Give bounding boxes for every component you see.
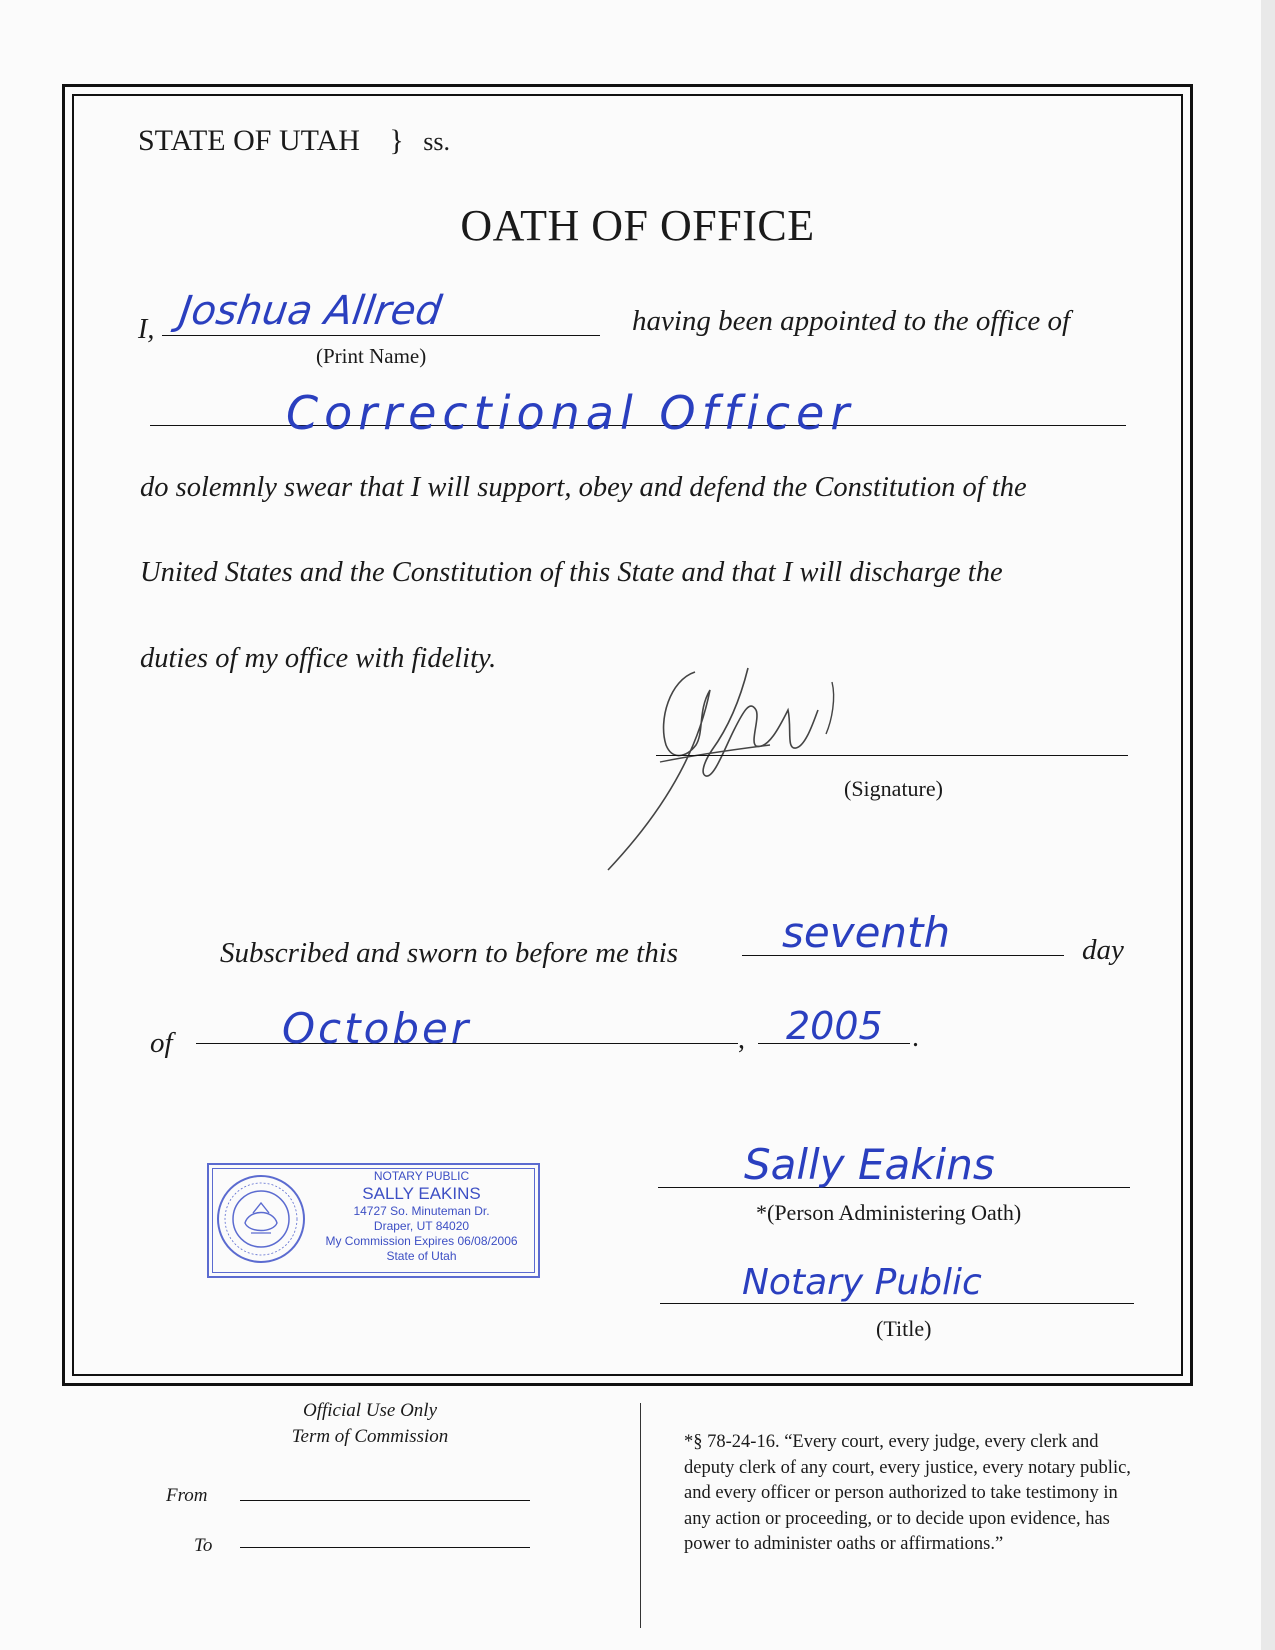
oath-line-2: United States and the Constitution of this State and that I will discharge the: [140, 557, 1003, 588]
title-handwritten: Notary Public: [742, 1262, 982, 1303]
administrator-caption: *(Person Administering Oath): [756, 1200, 1022, 1225]
day-label: day: [1082, 934, 1124, 966]
of-label: of: [150, 1027, 173, 1059]
appointed-text: having been appointed to the office of: [632, 305, 1071, 337]
state-name: STATE OF UTAH: [138, 124, 360, 157]
state-heading: [138, 124, 450, 158]
day-handwritten: seventh: [782, 908, 951, 957]
print-name-handwritten: Joshua Allred: [176, 288, 445, 334]
from-line: [240, 1500, 530, 1501]
page-title: OATH OF OFFICE: [460, 201, 815, 250]
footnote-line-5: power to administer oaths or affirmations.”: [684, 1534, 1004, 1554]
from-label: From: [166, 1485, 208, 1506]
to-label: To: [194, 1535, 213, 1556]
name-prefix: I,: [138, 314, 155, 345]
stamp-notary-label: NOTARY PUBLIC: [373, 1169, 470, 1183]
footnote-line-2: deputy clerk of any court, every justice, every notary public,: [684, 1457, 1131, 1478]
title-line: [660, 1303, 1134, 1304]
title-caption: (Title): [876, 1316, 932, 1341]
administrator-handwritten: Sally Eakins: [744, 1140, 995, 1189]
month-comma: ,: [738, 1024, 745, 1055]
state-seal-icon: [215, 1173, 307, 1265]
term-of-commission-heading: Term of Commission: [291, 1426, 449, 1447]
signature-line: [656, 755, 1128, 756]
stamp-state: State of Utah: [386, 1249, 457, 1263]
footnote-line-3: and every officer or person authorized to take testimony in: [684, 1483, 1118, 1503]
official-use-heading: Official Use Only: [302, 1400, 438, 1421]
notary-stamp: [207, 1163, 540, 1278]
stamp-city: Draper, UT 84020: [373, 1219, 470, 1233]
ss-label: ss.: [423, 127, 451, 156]
oath-line-3: duties of my office with fidelity.: [140, 643, 497, 674]
signature-graphic: [600, 650, 870, 880]
oath-line-1: do solemnly swear that I will support, obey and defend the Constitution of the: [140, 472, 1027, 503]
to-line: [240, 1547, 530, 1548]
year-handwritten: 2005: [786, 1004, 883, 1048]
notary-stamp-text: [309, 1169, 534, 1264]
stamp-notary-name: SALLY EAKINS: [362, 1184, 481, 1203]
subscribed-text: Subscribed and sworn to before me this: [220, 937, 679, 969]
year-period: .: [912, 1022, 919, 1053]
signature-caption: (Signature): [844, 776, 943, 801]
footnote-line-1: *§ 78-24-16. “Every court, every judge, every clerk and: [684, 1432, 1099, 1452]
stamp-address: 14727 So. Minuteman Dr.: [353, 1204, 490, 1218]
footnote: [684, 1430, 1131, 1558]
stamp-expiration: My Commission Expires 06/08/2006: [325, 1234, 518, 1248]
venue-brace: }: [389, 124, 404, 157]
footnote-line-4: any action or proceeding, or to decide upon evidence, has: [684, 1508, 1110, 1529]
office-handwritten: Correctional Officer: [286, 386, 856, 440]
print-name-line: [162, 335, 600, 336]
month-handwritten: October: [282, 1004, 472, 1053]
print-name-caption: (Print Name): [316, 344, 427, 368]
footer-divider: [640, 1403, 641, 1628]
